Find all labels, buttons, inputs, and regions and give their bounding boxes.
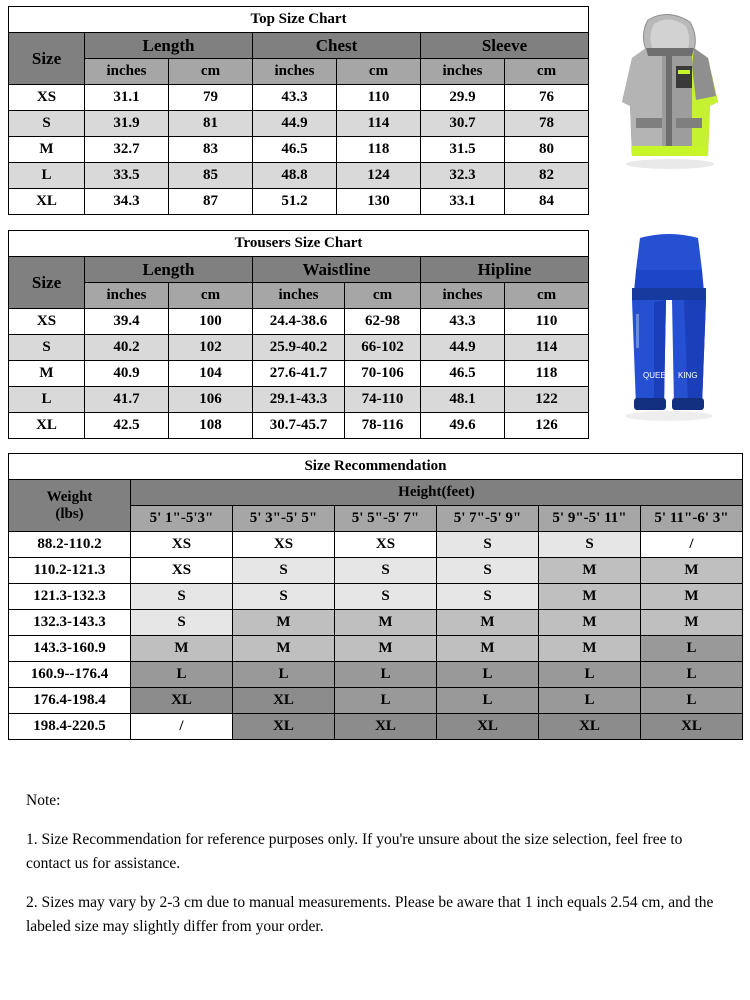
cell: 76 [505, 85, 589, 111]
row-size-label: XL [9, 189, 85, 215]
rec-cell: / [131, 714, 233, 740]
table-row [9, 610, 743, 636]
cell: 108 [169, 413, 253, 439]
rec-cell: M [437, 636, 539, 662]
cell: 25.9-40.2 [253, 335, 345, 361]
table-row [9, 714, 743, 740]
height-header: Height(feet) [131, 480, 743, 506]
cell: 40.9 [85, 361, 169, 387]
cell: 29.1-43.3 [253, 387, 345, 413]
cell: 27.6-41.7 [253, 361, 345, 387]
cell: 110 [505, 309, 589, 335]
rec-cell: M [233, 610, 335, 636]
trousers-chart-group-waistline: Waistline [253, 257, 421, 283]
cell: 51.2 [253, 189, 337, 215]
cell: 84 [505, 189, 589, 215]
rec-cell: L [335, 662, 437, 688]
table-row [9, 189, 589, 215]
cell: 49.6 [421, 413, 505, 439]
weight-range: 160.9--176.4 [9, 662, 131, 688]
height-col-header: 5' 3"-5' 5" [233, 506, 335, 532]
weight-range: 110.2-121.3 [9, 558, 131, 584]
height-col-header: 5' 9"-5' 11" [539, 506, 641, 532]
trousers-chart-unit: cm [169, 283, 253, 309]
trousers-chart-group-length: Length [85, 257, 253, 283]
cell: 74-110 [345, 387, 421, 413]
cell: 124 [337, 163, 421, 189]
rec-cell: L [233, 662, 335, 688]
size-recommendation-table [8, 453, 743, 740]
table-row [9, 85, 589, 111]
height-col-header: 5' 5"-5' 7" [335, 506, 437, 532]
rec-cell: XL [233, 714, 335, 740]
top-chart-unit: cm [505, 59, 589, 85]
weight-range: 121.3-132.3 [9, 584, 131, 610]
cell: 78 [505, 111, 589, 137]
rec-cell: L [539, 688, 641, 714]
weight-header-line1: Weight [46, 488, 93, 505]
rec-cell: XL [233, 688, 335, 714]
cell: 33.1 [421, 189, 505, 215]
rec-cell: M [539, 558, 641, 584]
cell: 31.5 [421, 137, 505, 163]
top-chart-size-header: Size [9, 33, 85, 85]
cell: 34.3 [85, 189, 169, 215]
row-size-label: L [9, 387, 85, 413]
rec-cell: S [233, 558, 335, 584]
rec-cell: / [641, 532, 743, 558]
cell: 48.1 [421, 387, 505, 413]
table-row [9, 361, 589, 387]
row-size-label: XL [9, 413, 85, 439]
rec-cell: M [641, 558, 743, 584]
rec-cell: S [131, 610, 233, 636]
rec-cell: M [539, 584, 641, 610]
rec-cell: S [233, 584, 335, 610]
table-row [9, 137, 589, 163]
rec-cell: XL [131, 688, 233, 714]
table-row [9, 688, 743, 714]
rec-cell: L [641, 636, 743, 662]
cell: 114 [337, 111, 421, 137]
top-chart-unit: inches [421, 59, 505, 85]
cell: 44.9 [421, 335, 505, 361]
cell: 41.7 [85, 387, 169, 413]
pants-illustration [596, 230, 742, 436]
row-size-label: L [9, 163, 85, 189]
weight-header-line2: (lbs) [55, 505, 84, 522]
cell: 66-102 [345, 335, 421, 361]
cell: 78-116 [345, 413, 421, 439]
trousers-chart-title: Trousers Size Chart [9, 231, 589, 257]
cell: 102 [169, 335, 253, 361]
top-size-chart-block [8, 6, 589, 215]
trousers-chart-unit: inches [253, 283, 345, 309]
height-col-header: 5' 7"-5' 9" [437, 506, 539, 532]
table-row [9, 584, 743, 610]
rec-cell: XS [335, 532, 437, 558]
rec-cell: M [335, 610, 437, 636]
rec-cell: L [641, 688, 743, 714]
cell: 83 [169, 137, 253, 163]
rec-cell: L [641, 662, 743, 688]
rec-cell: XS [131, 532, 233, 558]
cell: 70-106 [345, 361, 421, 387]
table-row [9, 163, 589, 189]
row-size-label: S [9, 111, 85, 137]
rec-cell: L [539, 662, 641, 688]
rec-cell: XL [437, 714, 539, 740]
trousers-chart-size-header: Size [9, 257, 85, 309]
cell: 79 [169, 85, 253, 111]
cell: 30.7 [421, 111, 505, 137]
cell: 126 [505, 413, 589, 439]
cell: 81 [169, 111, 253, 137]
table-row [9, 309, 589, 335]
table-row [9, 532, 743, 558]
row-size-label: XS [9, 309, 85, 335]
trousers-chart-unit: cm [345, 283, 421, 309]
recommendation-title: Size Recommendation [9, 454, 743, 480]
pants-text-left: QUEEN [643, 371, 672, 380]
cell: 118 [505, 361, 589, 387]
trousers-chart-unit: cm [505, 283, 589, 309]
weight-range: 132.3-143.3 [9, 610, 131, 636]
weight-range: 143.3-160.9 [9, 636, 131, 662]
cell: 122 [505, 387, 589, 413]
rec-cell: L [437, 688, 539, 714]
cell: 33.5 [85, 163, 169, 189]
cell: 40.2 [85, 335, 169, 361]
height-col-header: 5' 1"-5'3" [131, 506, 233, 532]
cell: 43.3 [421, 309, 505, 335]
cell: 130 [337, 189, 421, 215]
rec-cell: S [437, 532, 539, 558]
note-heading: Note: [26, 792, 61, 809]
weight-range: 198.4-220.5 [9, 714, 131, 740]
cell: 31.1 [85, 85, 169, 111]
rec-cell: L [335, 688, 437, 714]
rec-cell: M [335, 636, 437, 662]
cell: 29.9 [421, 85, 505, 111]
size-recommendation-block [8, 453, 743, 740]
rec-cell: XL [539, 714, 641, 740]
trousers-size-chart-block [8, 230, 589, 439]
table-row [9, 636, 743, 662]
cell: 32.3 [421, 163, 505, 189]
rec-cell: M [539, 610, 641, 636]
rec-cell: M [131, 636, 233, 662]
height-col-header: 5' 11"-6' 3" [641, 506, 743, 532]
rec-cell: L [131, 662, 233, 688]
cell: 85 [169, 163, 253, 189]
rec-cell: S [335, 558, 437, 584]
trousers-chart-unit: inches [421, 283, 505, 309]
rec-cell: M [539, 636, 641, 662]
pants-text-right: KING [678, 371, 698, 380]
cell: 31.9 [85, 111, 169, 137]
rec-cell: XS [131, 558, 233, 584]
cell: 114 [505, 335, 589, 361]
pants-product-image [596, 230, 742, 436]
row-size-label: S [9, 335, 85, 361]
rec-cell: M [641, 584, 743, 610]
note-item-1: 1. Size Recommendation for reference purposes only. If you're unsure about the size selection, feel free to contact us for assistance. [26, 831, 683, 873]
rec-cell: S [335, 584, 437, 610]
top-chart-title: Top Size Chart [9, 7, 589, 33]
rec-cell: S [131, 584, 233, 610]
top-chart-unit: inches [253, 59, 337, 85]
top-chart-unit: cm [337, 59, 421, 85]
table-row [9, 662, 743, 688]
rec-cell: XL [641, 714, 743, 740]
top-chart-group-length: Length [85, 33, 253, 59]
cell: 80 [505, 137, 589, 163]
top-size-chart-table [8, 6, 589, 215]
cell: 110 [337, 85, 421, 111]
cell: 82 [505, 163, 589, 189]
jacket-product-image [596, 6, 742, 218]
cell: 106 [169, 387, 253, 413]
top-chart-unit: inches [85, 59, 169, 85]
row-size-label: XS [9, 85, 85, 111]
weight-range: 176.4-198.4 [9, 688, 131, 714]
trousers-size-chart-table [8, 230, 589, 439]
table-row [9, 558, 743, 584]
rec-cell: XS [233, 532, 335, 558]
weight-range: 88.2-110.2 [9, 532, 131, 558]
table-row [9, 111, 589, 137]
top-chart-unit: cm [169, 59, 253, 85]
rec-cell: S [437, 584, 539, 610]
rec-cell: L [437, 662, 539, 688]
jacket-illustration [596, 6, 742, 218]
note-section [8, 775, 742, 954]
cell: 24.4-38.6 [253, 309, 345, 335]
cell: 44.9 [253, 111, 337, 137]
top-chart-group-chest: Chest [253, 33, 421, 59]
cell: 87 [169, 189, 253, 215]
rec-cell: S [437, 558, 539, 584]
rec-cell: M [233, 636, 335, 662]
cell: 46.5 [253, 137, 337, 163]
trousers-chart-unit: inches [85, 283, 169, 309]
cell: 42.5 [85, 413, 169, 439]
table-row [9, 387, 589, 413]
cell: 118 [337, 137, 421, 163]
table-row [9, 413, 589, 439]
cell: 104 [169, 361, 253, 387]
cell: 100 [169, 309, 253, 335]
rec-cell: S [539, 532, 641, 558]
row-size-label: M [9, 361, 85, 387]
row-size-label: M [9, 137, 85, 163]
trousers-chart-group-hipline: Hipline [421, 257, 589, 283]
cell: 48.8 [253, 163, 337, 189]
cell: 62-98 [345, 309, 421, 335]
cell: 43.3 [253, 85, 337, 111]
rec-cell: XL [335, 714, 437, 740]
cell: 46.5 [421, 361, 505, 387]
rec-cell: M [641, 610, 743, 636]
cell: 39.4 [85, 309, 169, 335]
top-chart-group-sleeve: Sleeve [421, 33, 589, 59]
weight-header [9, 480, 131, 532]
table-row [9, 335, 589, 361]
cell: 32.7 [85, 137, 169, 163]
note-item-2: 2. Sizes may vary by 2-3 cm due to manual measurements. Please be aware that 1 inch equals 2.54 cm, and the labeled size may slightly differ from your order. [26, 894, 714, 936]
rec-cell: M [437, 610, 539, 636]
cell: 30.7-45.7 [253, 413, 345, 439]
